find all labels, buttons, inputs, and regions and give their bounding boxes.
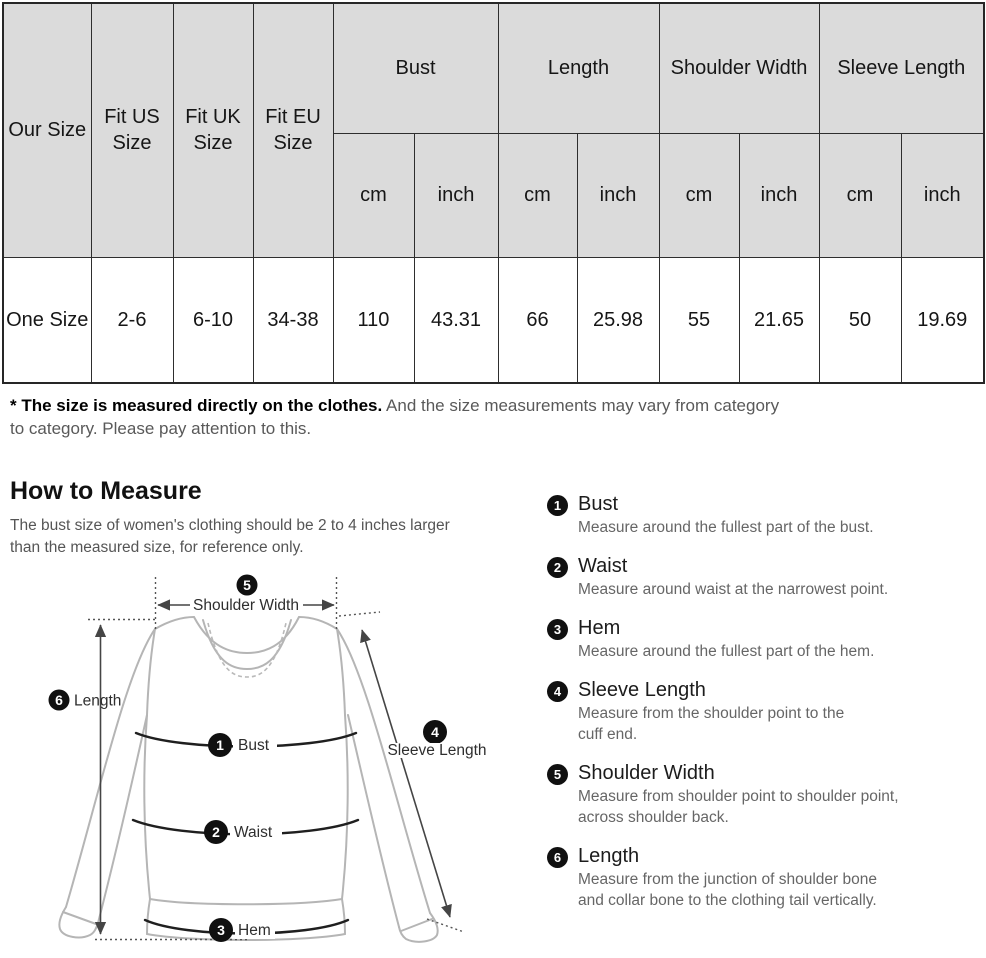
sweater-outline	[59, 617, 437, 942]
cell-length-cm: 66	[498, 257, 577, 383]
waist-measure	[133, 820, 358, 844]
badge-5-number: 5	[243, 577, 251, 593]
step-4-badge: 4	[547, 681, 568, 702]
instruction-desc	[578, 869, 877, 911]
cell-us-size: 2-6	[91, 257, 173, 383]
measurement-note	[10, 394, 782, 440]
group-header-length: Length	[498, 3, 659, 133]
unit-header: inch	[414, 133, 498, 257]
shoulder-width-label: Shoulder Width	[193, 597, 299, 614]
unit-header: inch	[577, 133, 659, 257]
hem-label: Hem	[238, 922, 271, 939]
cell-shoulder-cm: 55	[659, 257, 739, 383]
step-1-badge: 1	[547, 495, 568, 516]
bust-measure	[136, 733, 356, 757]
step-2-badge: 2	[547, 557, 568, 578]
desc-line: Measure around the fullest part of the hem.	[578, 643, 875, 660]
step-3-badge: 3	[547, 619, 568, 640]
col-header-uk-size: Fit UK Size	[173, 3, 253, 257]
instruction-desc	[578, 579, 888, 600]
waist-label: Waist	[234, 824, 273, 841]
col-header-us-size: Fit US Size	[91, 3, 173, 257]
how-to-measure-section	[0, 476, 986, 958]
badge-3-number: 3	[217, 922, 225, 938]
how-to-measure-heading: How to Measure	[10, 477, 202, 505]
cell-shoulder-inch: 21.65	[739, 257, 819, 383]
step-6-badge: 6	[547, 847, 568, 868]
cell-bust-inch: 43.31	[414, 257, 498, 383]
desc-line: Measure from shoulder point to shoulder point,	[578, 788, 899, 805]
col-header-our-size: Our Size	[3, 3, 91, 257]
how-to-measure-intro: The bust size of women's clothing should be 2 to 4 inches larger than the measured size, for reference only.	[10, 517, 450, 556]
instruction-desc	[578, 641, 874, 662]
unit-header: cm	[819, 133, 901, 257]
size-chart-table	[2, 2, 985, 384]
desc-line: Measure around the fullest part of the bust.	[578, 519, 874, 536]
group-header-shoulder-width: Shoulder Width	[659, 3, 819, 133]
instruction-title: Sleeve Length	[578, 679, 706, 701]
instruction-length	[547, 844, 986, 911]
instruction-bust	[547, 492, 986, 538]
instruction-title: Hem	[578, 617, 621, 639]
instruction-desc	[578, 703, 844, 745]
cell-sleeve-cm: 50	[819, 257, 901, 383]
sweater-measurement-diagram	[0, 563, 535, 958]
cell-uk-size: 6-10	[173, 257, 253, 383]
instruction-sleeve-length	[547, 678, 986, 745]
unit-header: cm	[498, 133, 577, 257]
col-header-eu-size: Fit EU Size	[253, 3, 333, 257]
desc-line: Measure around waist at the narrowest point.	[578, 581, 889, 598]
shoulder-width-measure	[156, 575, 337, 632]
instruction-waist	[547, 554, 986, 600]
step-5-badge: 5	[547, 764, 568, 785]
instruction-title: Waist	[578, 555, 628, 577]
desc-line: and collar bone to the clothing tail vertically.	[578, 892, 877, 909]
unit-header: inch	[739, 133, 819, 257]
length-measure	[49, 620, 248, 940]
cell-bust-cm: 110	[333, 257, 414, 383]
diagram-column	[0, 476, 535, 958]
instruction-desc	[578, 517, 874, 538]
note-bold-text: * The size is measured directly on the clothes.	[10, 396, 383, 415]
cell-our-size: One Size	[3, 257, 91, 383]
badge-2-number: 2	[212, 824, 220, 840]
instruction-title: Shoulder Width	[578, 762, 715, 784]
group-header-bust: Bust	[333, 3, 498, 133]
desc-line: cuff end.	[578, 726, 638, 743]
length-label: Length	[74, 692, 122, 710]
desc-line: Measure from the junction of shoulder bone	[578, 871, 877, 888]
group-header-sleeve-length: Sleeve Length	[819, 3, 984, 133]
desc-line: across shoulder back.	[578, 809, 729, 826]
unit-header: cm	[333, 133, 414, 257]
instruction-title: Length	[578, 845, 640, 867]
badge-6-number: 6	[55, 692, 63, 708]
instruction-title: Bust	[578, 493, 619, 515]
note-regular-text: And the size measurements may vary from category to category. Please pay attention to this.	[10, 396, 780, 438]
cell-eu-size: 34-38	[253, 257, 333, 383]
table-row	[3, 257, 984, 383]
badge-1-number: 1	[216, 737, 224, 753]
instruction-desc	[578, 786, 899, 828]
cell-length-inch: 25.98	[577, 257, 659, 383]
instructions-column	[535, 476, 986, 958]
bust-label: Bust	[238, 737, 270, 754]
sleeve-length-label: Sleeve Length	[387, 742, 487, 759]
unit-header: inch	[901, 133, 984, 257]
desc-line: Measure from the shoulder point to the	[578, 705, 845, 722]
cell-sleeve-inch: 19.69	[901, 257, 984, 383]
badge-4-number: 4	[431, 724, 439, 740]
unit-header: cm	[659, 133, 739, 257]
instruction-hem	[547, 616, 986, 662]
instruction-shoulder-width	[547, 761, 986, 828]
sweater-diagram-svg	[0, 563, 530, 953]
